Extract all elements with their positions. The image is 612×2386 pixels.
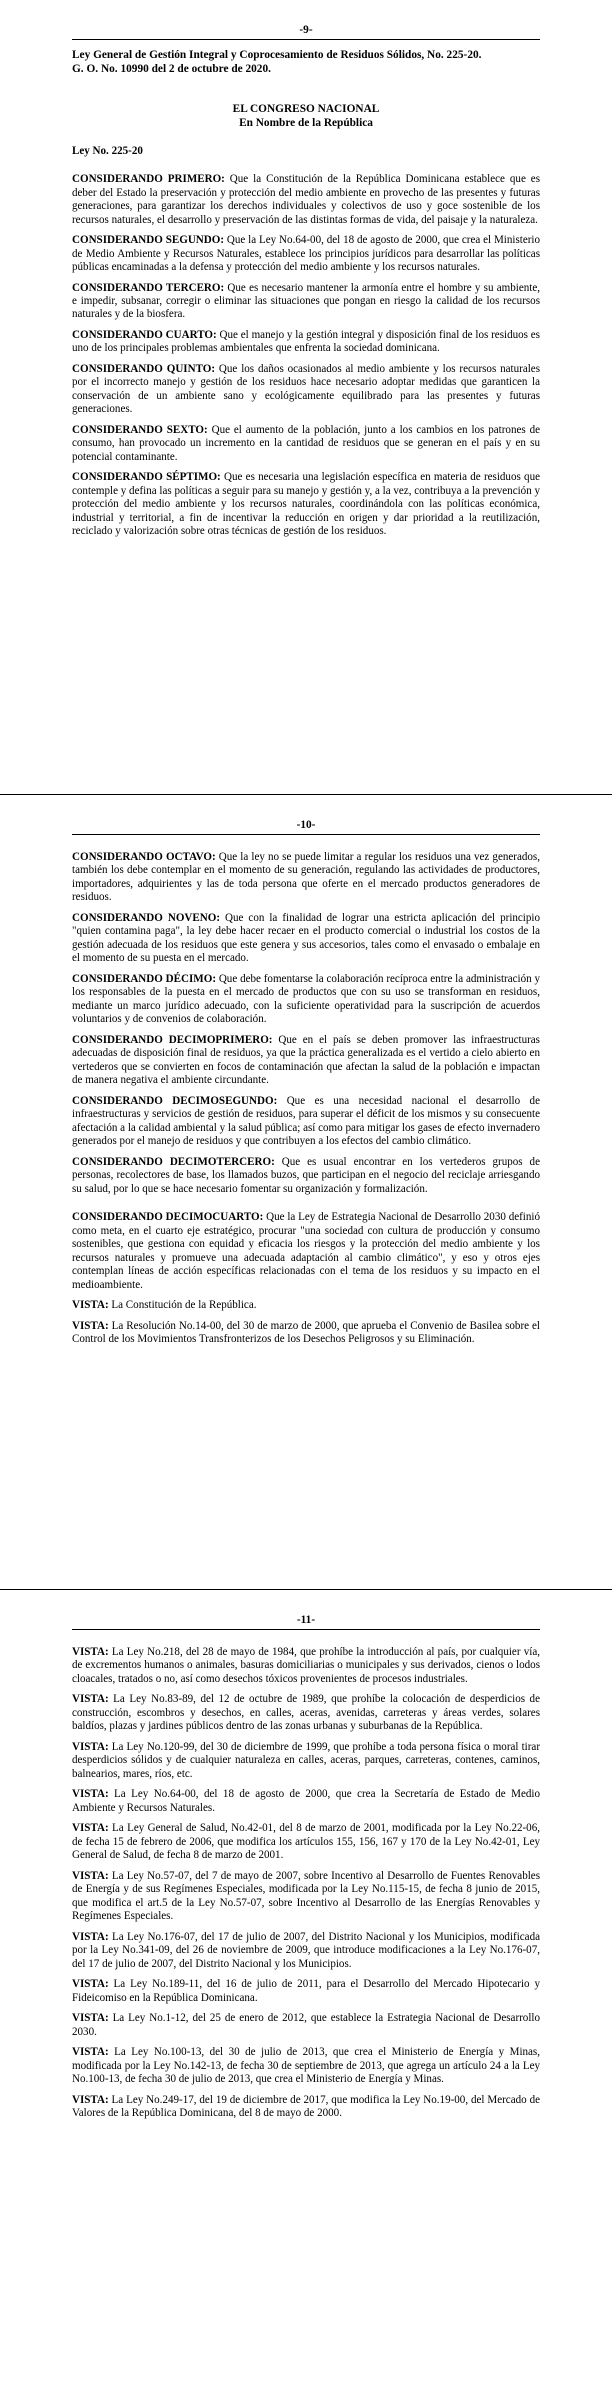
vista-ley-249-17-label: VISTA:	[72, 2093, 109, 2106]
considerando-primero	[72, 173, 540, 227]
vista-constitucion-label: VISTA:	[72, 1299, 109, 1312]
considerando-cuarto-text: Que el manejo y la gestión integral y disposición final de los residuos es uno de los principales problemas ambientales que enfrenta la sociedad dominicana.	[72, 328, 540, 355]
considerando-octavo	[72, 851, 540, 905]
vista-ley-100-13-text: La Ley No.100-13, del 30 de julio de 2013, que crea el Ministerio de Energía y Minas, modificada por la Ley No.142-13, de fecha 30 de septiembre de 2013, que agrega un artículo 24 a la Ley No.100-13, de fecha 30 de julio de 2013, que crea el Ministerio de Energía y Minas.	[72, 2046, 540, 2086]
vista-ley-64-00	[72, 1788, 540, 1815]
page-number: -10-	[296, 819, 316, 831]
vista-ley-57-07-text: La Ley No.57-07, del 7 de mayo de 2007, sobre Incentivo al Desarrollo de Fuentes Renovables de Energía y de sus Regímenes Especiales, modificada por la Ley No.115-15, de fecha 8 junio de 2015, que modifica el art.5 de la Ley No.57-07, sobre Incentivo al Desarrollo de las Energías Renovables y Regímenes Especiales.	[72, 1869, 540, 1923]
considerando-decimosegundo	[72, 1095, 540, 1149]
considerando-primero-label: CONSIDERANDO PRIMERO:	[72, 173, 225, 186]
considerando-segundo	[72, 234, 540, 274]
vista-ley-83-89-text: La Ley No.83-89, del 12 de octubre de 1989, que prohíbe la colocación de desperdicios de construcción, escombros y desechos, en calles, aceras, avenidas, carreteras y áreas verdes, solares baldíos, plazas y jardines públicos dentro de las zonas urbanas y suburbanas de la República.	[72, 1693, 540, 1733]
considerando-octavo-text: Que la ley no se puede limitar a regular los residuos una vez generados, también los debe contemplar en el momento de su generación, regulando las actividades de productores, importadores, adquirientes y las de toda persona que oferte en el mercado productos generadores de residuos.	[72, 851, 540, 904]
considerando-noveno	[72, 912, 540, 966]
considerando-sexto	[72, 424, 540, 464]
vista-ley-189-11-text: La Ley No.189-11, del 16 de julio de 2011, para el Desarrollo del Mercado Hipotecario y Fideicomiso en la República Dominicana.	[72, 1978, 540, 2004]
considerando-decimo-text: Que debe fomentarse la colaboración recíproca entre la administración y los responsables de la puesta en el mercado de productos que con su uso se transforman en residuos, mediante un marco jurídico adecuado, con la suficiente operatividad para la suscripción de acuerdos voluntarios y de convenios de colaboración.	[72, 972, 540, 1026]
vista-ley-83-89	[72, 1693, 540, 1733]
vista-ley-42-01	[72, 1822, 540, 1862]
considerando-quinto	[72, 363, 540, 417]
considerando-decimotercero-label: CONSIDERANDO DECIMOTERCERO:	[72, 1155, 275, 1168]
law-number-text: Ley No. 225-20	[72, 144, 143, 157]
considerando-segundo-text: Que la Ley No.64-00, del 18 de agosto de 2000, que crea el Ministerio de Medio Ambiente y Recursos Naturales, establece los principios jurídicos para desarrollar las políticas públicas encaminadas a la defensa y protección del medio ambiente y los recursos naturales.	[72, 234, 540, 274]
page-9-content	[0, 0, 612, 539]
vista-ley-100-13	[72, 2046, 540, 2086]
vista-ley-1-12-text: La Ley No.1-12, del 25 de enero de 2012, que establece la Estrategia Nacional de Desarrollo 2030.	[72, 2012, 540, 2038]
considerando-decimosegundo-label: CONSIDERANDO DECIMOSEGUNDO:	[72, 1094, 278, 1107]
considerando-noveno-label: CONSIDERANDO NOVENO:	[72, 911, 221, 924]
header-divider	[72, 39, 540, 40]
vista-ley-64-00-label: VISTA:	[72, 1788, 109, 1801]
document-page-10	[0, 795, 612, 1590]
considerando-cuarto	[72, 329, 540, 356]
page-number: -9-	[299, 24, 313, 36]
considerando-tercero-label: CONSIDERANDO TERCERO:	[72, 281, 225, 294]
page-10-content	[0, 795, 612, 1347]
congress-heading: EL CONGRESO NACIONAL	[232, 103, 380, 116]
considerando-segundo-label: CONSIDERANDO SEGUNDO:	[72, 234, 225, 247]
considerando-decimocuarto-label: CONSIDERANDO DECIMOCUARTO:	[72, 1211, 264, 1224]
vista-ley-176-07	[72, 1931, 540, 1971]
considerando-quinto-label: CONSIDERANDO QUINTO:	[72, 362, 216, 375]
document-title-line-2: G. O. No. 10990 del 2 de octubre de 2020.	[72, 63, 271, 76]
congress-subheading: En Nombre de la República	[239, 117, 373, 130]
document-page-9	[0, 0, 612, 795]
header-divider	[72, 834, 540, 835]
vista-ley-57-07-label: VISTA:	[72, 1869, 109, 1882]
vista-constitucion-text: La Constitución de la República.	[108, 1299, 257, 1312]
considerando-cuarto-label: CONSIDERANDO CUARTO:	[72, 328, 217, 341]
document-page-11	[0, 1590, 612, 2385]
vista-ley-100-13-label: VISTA:	[72, 2046, 109, 2059]
vista-resolucion-14-00-text: La Resolución No.14-00, del 30 de marzo de 2000, que aprueba el Convenio de Basilea sobre el Control de los Movimientos Transfronterizos de los Desechos Peligrosos y su Eliminación.	[72, 1319, 540, 1346]
vista-ley-42-01-label: VISTA:	[72, 1822, 109, 1835]
vista-ley-176-07-text: La Ley No.176-07, del 17 de julio de 2007, del Distrito Nacional y los Municipios, modificada por la Ley No.341-09, del 26 de noviembre de 2009, que introduce modificaciones a la Ley No.176-07, del 17 de julio de 2007, del Distrito Nacional y los Municipios.	[72, 1930, 540, 1970]
considerando-decimo-label: CONSIDERANDO DÉCIMO:	[72, 972, 216, 985]
considerando-sexto-text: Que el aumento de la población, junto a los cambios en los patrones de consumo, han provocado un incremento en la cantidad de residuos que se generan en el país y en su potencial contaminante.	[72, 423, 541, 463]
vista-ley-218-label: VISTA:	[72, 1646, 109, 1658]
considerando-decimoprimero	[72, 1034, 540, 1088]
vista-ley-120-99	[72, 1741, 540, 1781]
considerando-decimo	[72, 973, 540, 1027]
considerando-octavo-label: CONSIDERANDO OCTAVO:	[72, 851, 216, 863]
vista-constitucion	[72, 1299, 540, 1312]
considerando-septimo-label: CONSIDERANDO SÉPTIMO:	[72, 471, 221, 484]
considerando-septimo-text: Que es necesaria una legislación específica en materia de residuos que contemple y defina las políticas a seguir para su manejo y gestión y, a la vez, contribuya a la prevención y protección del medio ambiente y los recursos naturales, coordinándola con las políticas económica, industrial y territorial, a fin de incentivar la reducción en origen y dar prioridad a la reutilización, reciclado y valorización sobre otras técnicas de gestión de los residuos.	[72, 471, 540, 538]
vista-ley-64-00-text: La Ley No.64-00, del 18 de agosto de 2000, que crea la Secretaría de Estado de Medio Ambiente y Recursos Naturales.	[72, 1788, 540, 1814]
vista-ley-1-12-label: VISTA:	[72, 2012, 109, 2025]
law-number	[72, 145, 540, 158]
vista-ley-120-99-label: VISTA:	[72, 1740, 109, 1753]
considerando-decimoprimero-label: CONSIDERANDO DECIMOPRIMERO:	[72, 1033, 273, 1046]
considerando-noveno-text: Que con la finalidad de lograr una estricta aplicación del principio "quien contamina paga", la ley debe hacer recaer en el producto comercial o industrial los costos de la gestión adecuada de los residuos que este genera y sus accesorios, tales como el envasado o embalaje en el momento de su puesta en el mercado.	[72, 911, 540, 965]
considerando-quinto-text: Que los daños ocasionados al medio ambiente y los recursos naturales por el incorrecto manejo y gestión de los residuos hace necesario adoptar medidas que garanticen la conservación de un ambiente sano y ecológicamente equilibrado para las presentes y futuras generaciones.	[72, 362, 540, 416]
vista-ley-57-07	[72, 1870, 540, 1924]
considerando-sexto-label: CONSIDERANDO SEXTO:	[72, 423, 208, 436]
considerando-decimotercero-text: Que es usual encontrar en los vertederos grupos de personas, recolectores de base, los llamados buzos, que participan en el negocio del reciclaje arriesgando su salud, por lo que se hace necesario fomentar su organización y formalización.	[72, 1155, 540, 1195]
considerando-primero-text: Que la Constitución de la República Dominicana establece que es deber del Estado la preservación y protección del medio ambiente en provecho de las presentes y futuras generaciones, para garantizar los derechos individuales y colectivos de uso y goce sostenible de los recursos naturales, el desarrollo y preservación de las distintas formas de vida, del paisaje y la naturaleza.	[72, 173, 540, 226]
considerando-decimosegundo-text: Que es una necesidad nacional el desarrollo de infraestructuras y servicios de gestión de residuos, para superar el déficit de los mismos y su consecuente afectación a la calidad ambiental y la salud pública; así como para mitigar los gases de efecto invernadero generados por el manejo de residuos y que contribuyen a los efectos del cambio climático.	[72, 1094, 540, 1148]
vista-resolucion-14-00-label: VISTA:	[72, 1319, 109, 1332]
considerando-tercero	[72, 282, 540, 322]
vista-ley-218-text: La Ley No.218, del 28 de mayo de 1984, que prohíbe la introducción al país, por cualquier vía, de excrementos humanos o animales, basuras domiciliarias o municipales y sus derivados, cienos o lodos cloacales, tratados o no, así como desechos tóxicos provenientes de procesos industriales.	[72, 1646, 540, 1685]
vista-ley-1-12	[72, 2012, 540, 2039]
vista-ley-218	[72, 1646, 540, 1686]
vista-ley-120-99-text: La Ley No.120-99, del 30 de diciembre de 1999, que prohíbe a toda persona física o moral tirar desperdicios sólidos y de cualquier naturaleza en calles, aceras, parques, carreteras, contenes, caminos, balnearios, mares, ríos, etc.	[72, 1740, 540, 1780]
considerando-decimocuarto-text: Que la Ley de Estrategia Nacional de Desarrollo 2030 definió como meta, en el cuarto eje estratégico, procurar "una sociedad con cultura de producción y consumo sostenibles, que gestiona con equidad y eficacia los riesgos y la protección del medio ambiente y los recursos naturales y promueve una adecuada adaptación al cambio climático", y eso y otros ejes contemplan líneas de acción específicas relacionadas con el tema de los residuos y su impacto en el medioambiente.	[72, 1211, 540, 1291]
page-11-content	[0, 1590, 612, 2121]
vista-ley-189-11	[72, 1978, 540, 2005]
considerando-tercero-text: Que es necesario mantener la armonía entre el hombre y su ambiente, e impedir, subsanar, corregir o eliminar las situaciones que pongan en riesgo la calidad de los recursos naturales y de la biosfera.	[72, 281, 540, 321]
vista-ley-83-89-label: VISTA:	[72, 1693, 109, 1706]
vista-ley-42-01-text: La Ley General de Salud, No.42-01, del 8 de marzo de 2001, modificada por la Ley No.22-06, de fecha 15 de febrero de 2006, que modifica los artículos 155, 156, 167 y 170 de la Ley No.42-01, Ley General de Salud, de fecha 8 de marzo de 2001.	[72, 1822, 540, 1862]
vista-resolucion-14-00	[72, 1320, 540, 1347]
vista-ley-176-07-label: VISTA:	[72, 1930, 109, 1943]
vista-ley-189-11-label: VISTA:	[72, 1978, 109, 1991]
page-number: -11-	[296, 1614, 316, 1626]
header-divider	[72, 1629, 540, 1630]
considerando-septimo	[72, 471, 540, 538]
document-title-line-1: Ley General de Gestión Integral y Coprocesamiento de Residuos Sólidos, No. 225-20.	[72, 49, 482, 61]
considerando-decimotercero	[72, 1156, 540, 1196]
considerando-decimoprimero-text: Que en el país se deben promover las infraestructuras adecuadas de disposición final de residuos, ya que la práctica generalizada es el vertido a cielo abierto en vertederos que se convierten en focos de contaminación que afectan la salud de la población e impactan de manera negativa el ambiente circundante.	[72, 1033, 540, 1087]
considerando-decimocuarto	[72, 1211, 540, 1292]
vista-ley-249-17	[72, 2094, 540, 2121]
vista-ley-249-17-text: La Ley No.249-17, del 19 de diciembre de 2017, que modifica la Ley No.19-00, del Mercado de Valores de la República Dominicana, del 8 de mayo de 2000.	[72, 2093, 540, 2120]
